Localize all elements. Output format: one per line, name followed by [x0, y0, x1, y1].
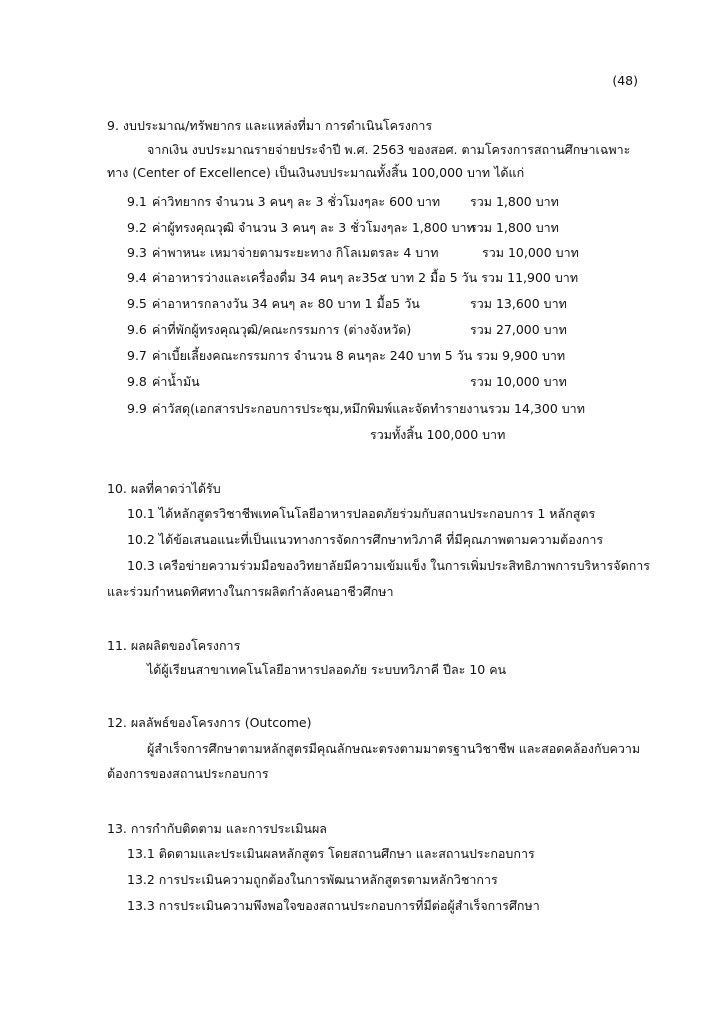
- page-number: (48): [612, 73, 638, 88]
- budget-item-number: 9.5: [127, 296, 147, 311]
- section-13-item: 13.3 การประเมินความพึงพอใจของสถานประกอบการที่มีต่อผู้สำเร็จการศึกษา: [127, 898, 540, 913]
- section-10-item: 10.3 เครือข่ายความร่วมมือของวิทยาลัยมีความเข้มแข็ง ในการเพิ่มประสิทธิภาพการบริหารจัดการ: [127, 558, 650, 573]
- budget-item-number: 9.7: [127, 348, 147, 363]
- section-10-item: 10.2 ได้ข้อเสนอแนะที่เป็นแนวทางการจัดการศึกษาทวิภาคี ที่มีคุณภาพตามความต้องการ: [127, 532, 604, 547]
- section-9-intro-line-1: จากเงิน งบประมาณรายจ่ายประจำปี พ.ศ. 2563 ของสอศ. ตามโครงการสถานศึกษาเฉพาะ: [147, 142, 631, 157]
- budget-item-text: ค่าพาหนะ เหมาจ่ายตามระยะทาง กิโลเมตรละ 4 บาท: [152, 245, 439, 260]
- budget-item-amount: รวม 1,800 บาท: [470, 220, 559, 235]
- budget-item-number: 9.4: [127, 270, 147, 285]
- budget-item-amount: รวม 1,800 บาท: [470, 194, 559, 209]
- section-12-text-line-1: ผู้สำเร็จการศึกษาตามหลักสูตรมีคุณลักษณะตรงตามมาตรฐานวิชาชีพ และสอดคล้องกับความ: [147, 741, 641, 756]
- budget-item-number: 9.3: [127, 245, 147, 260]
- section-13-item: 13.1 ติดตามและประเมินผลหลักสูตร โดยสถานศึกษา และสถานประกอบการ: [127, 846, 535, 861]
- section-10-heading: 10. ผลที่คาดว่าได้รับ: [107, 481, 221, 496]
- section-11-heading: 11. ผลผลิตของโครงการ: [107, 638, 241, 653]
- budget-item-number: 9.8: [127, 374, 147, 389]
- budget-item-amount: รวม 10,000 บาท: [482, 245, 579, 260]
- section-13-item: 13.2 การประเมินความถูกต้องในการพัฒนาหลักสูตรตามหลักวิชาการ: [127, 872, 498, 887]
- budget-item-text: ค่าวิทยากร จำนวน 3 คนๆ ละ 3 ชั่วโมงๆละ 600 บาท: [152, 194, 441, 209]
- budget-item-number: 9.6: [127, 322, 147, 337]
- section-13-heading: 13. การกำกับติดตาม และการประเมินผล: [107, 821, 327, 836]
- section-10-item: 10.1 ได้หลักสูตรวิชาชีพเทคโนโลยีอาหารปลอดภัยร่วมกับสถานประกอบการ 1 หลักสูตร: [127, 506, 596, 521]
- budget-item-number: 9.9: [127, 401, 147, 416]
- budget-total: รวมทั้งสิ้น 100,000 บาท: [370, 427, 506, 442]
- budget-item-text: ค่าน้ำมัน: [152, 374, 200, 389]
- budget-item-text: ค่าเบี้ยเลี้ยงคณะกรรมการ จำนวน 8 คนๆละ 240 บาท 5 วัน รวม 9,900 บาท: [152, 348, 566, 363]
- budget-item-amount: รวม 27,000 บาท: [470, 322, 567, 337]
- section-11-text: ได้ผู้เรียนสาขาเทคโนโลยีอาหารปลอดภัย ระบบทวิภาคี ปีละ 10 คน: [147, 662, 507, 677]
- budget-item-number: 9.1: [127, 194, 147, 209]
- budget-item-text: ค่าวัสดุ(เอกสารประกอบการประชุม,หมึกพิมพ์และจัดทำรายงานรวม 14,300 บาท: [152, 401, 585, 416]
- section-9-heading: 9. งบประมาณ/ทรัพยากร และแหล่งที่มา การดำเนินโครงการ: [107, 118, 433, 133]
- section-9-intro-line-2: ทาง (Center of Excellence) เป็นเงินงบประมาณทั้งสิ้น 100,000 บาท ได้แก่: [107, 165, 525, 180]
- section-10-item-continuation: และร่วมกำหนดทิศทางในการผลิตกำลังคนอาชีวศึกษา: [107, 584, 394, 599]
- section-12-text-line-2: ต้องการของสถานประกอบการ: [107, 766, 269, 781]
- section-12-heading: 12. ผลลัพธ์ของโครงการ (Outcome): [107, 715, 312, 730]
- budget-item-text: ค่าที่พักผู้ทรงคุณวุฒิ/คณะกรรมการ (ต่างจังหวัด): [152, 322, 412, 337]
- budget-item-number: 9.2: [127, 220, 147, 235]
- budget-item-amount: รวม 13,600 บาท: [470, 296, 567, 311]
- budget-item-text: ค่าอาหารว่างและเครื่องดื่ม 34 คนๆ ละ35๕ บาท 2 มื้อ 5 วัน รวม 11,900 บาท: [152, 270, 579, 285]
- budget-item-text: ค่าอาหารกลางวัน 34 คนๆ ละ 80 บาท 1 มื้อ5 วัน: [152, 296, 420, 311]
- budget-item-text: ค่าผู้ทรงคุณวุฒิ จำนวน 3 คนๆ ละ 3 ชั่วโมงๆละ 1,800 บาท: [152, 220, 475, 235]
- budget-item-amount: รวม 10,000 บาท: [470, 374, 567, 389]
